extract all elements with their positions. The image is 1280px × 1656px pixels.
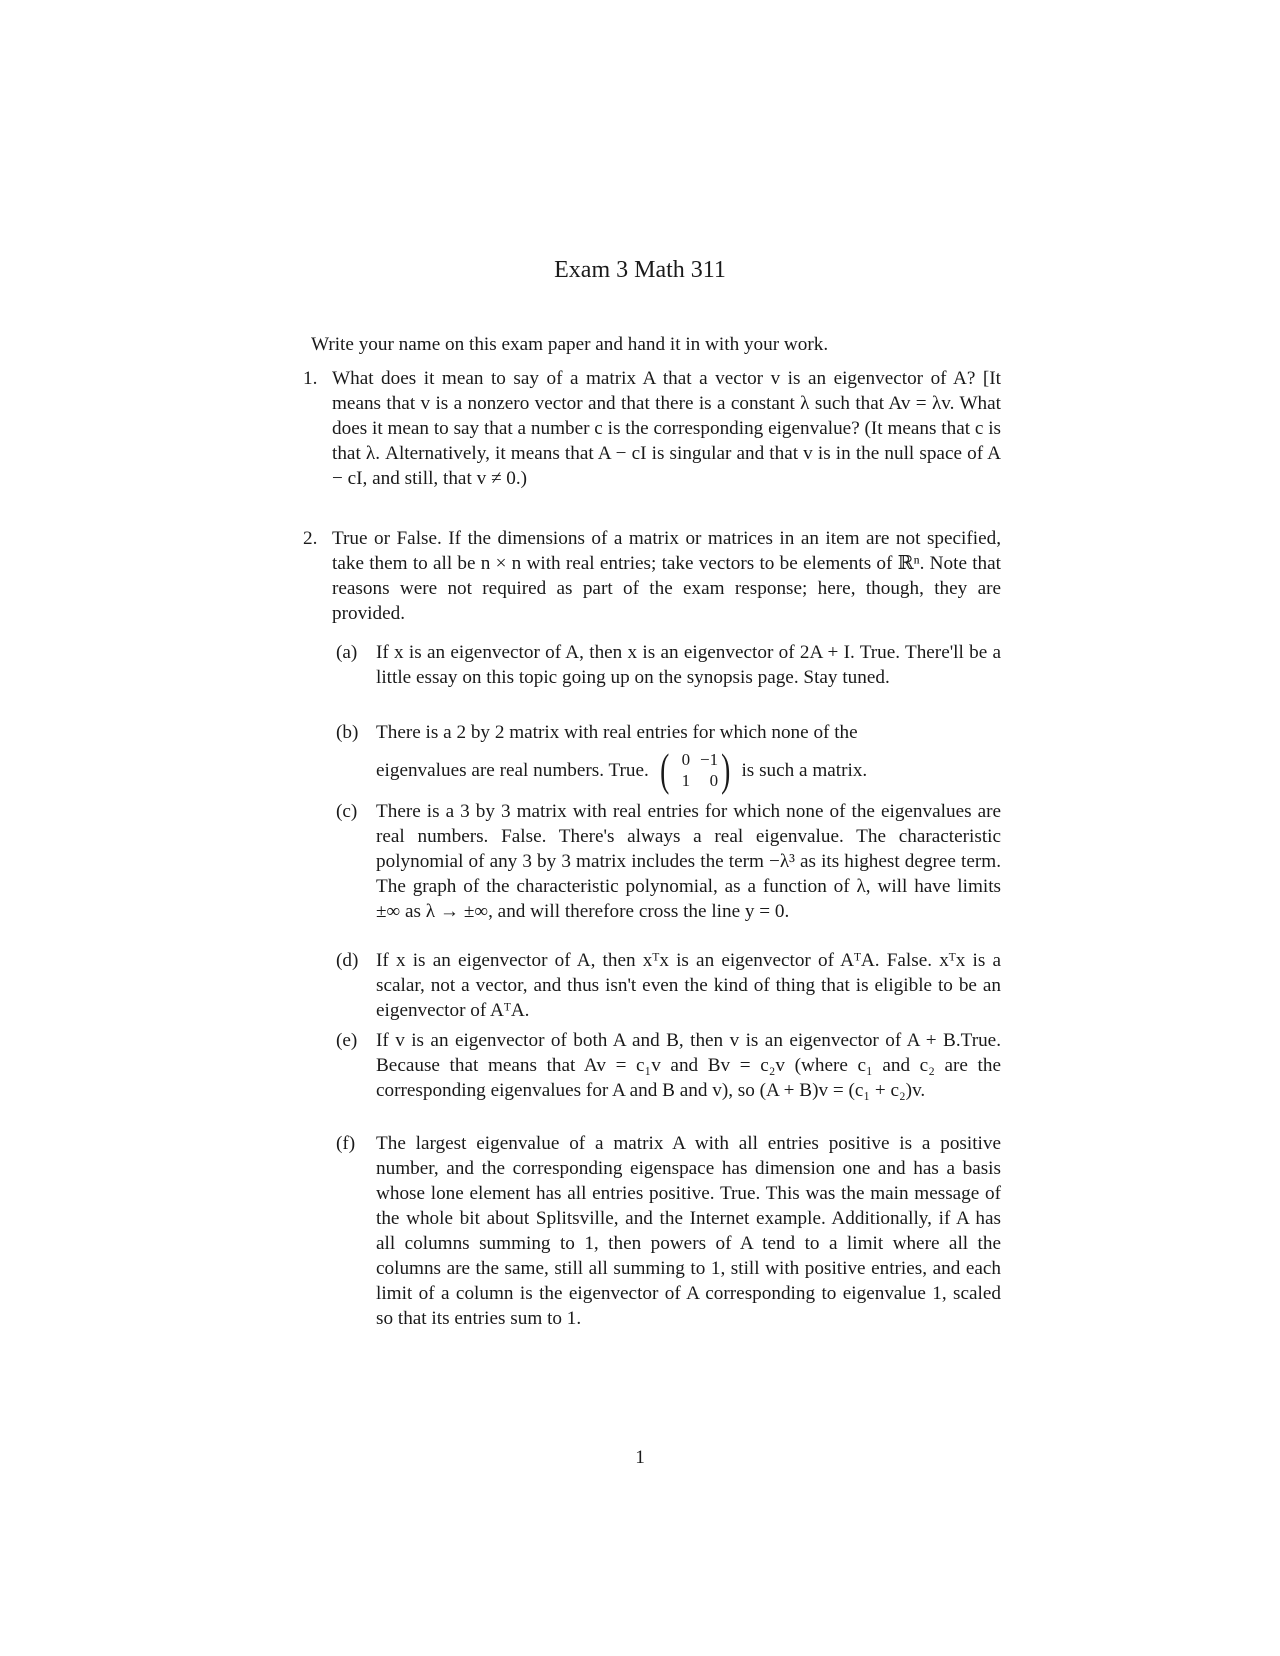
part-text: The largest eigenvalue of a matrix A with all entries positive is a positive number, and the corresponding eigenspace has dimension one and has a basis whose lone element has all entries positive. True. This was the main message of the whole bit about Splitsville, and the Internet example. Additionally, if A has all columns summing to 1, then powers of A tend to a limit where all the columns are the same, still all summing to 1, still with positive entries, and each limit of a column is the eigenvector of A corresponding to eigenvalue 1, scaled so that its entries sum to 1.	[376, 1133, 1001, 1329]
part-label: (b)	[336, 722, 359, 743]
part-d	[336, 948, 1001, 1023]
part-text: If x is an eigenvector of A, then xᵀx is an eigenvector of AᵀA. False. xᵀx is a scalar, not a vector, and thus isn't even the kind of thing that is eligible to be an eigenvector of AᵀA.	[376, 950, 1001, 1021]
part-b-text-before-matrix: eigenvalues are real numbers. True.	[376, 759, 649, 781]
question-1	[303, 366, 1001, 491]
part-b-line-2	[376, 744, 1001, 795]
part-text: There is a 3 by 3 matrix with real entries for which none of the eigenvalues are real numbers. False. There's always a real eigenvalue. The characteristic polynomial of any 3 by 3 matrix includes the term −λ³ as its highest degree term. The graph of the characteristic polynomial, as a function of λ, will have limits ±∞ as λ → ±∞, and will therefore cross the line y = 0.	[376, 801, 1001, 922]
example-matrix	[657, 744, 734, 795]
instructions: Write your name on this exam paper and hand it in with your work.	[311, 334, 829, 355]
right-paren: )	[721, 744, 731, 795]
part-label: (c)	[336, 801, 358, 822]
left-paren: (	[659, 744, 670, 795]
part-text: If v is an eigenvector of both A and B, then v is an eigenvector of A + B.True. Because that means that Av = c₁v and Bv = c₂v (where c₁ and c₂ are the corresponding eigenvalues for A and B and v), so (A + B)v = (c₁ + c₂)v.	[376, 1030, 1001, 1101]
part-label: (d)	[336, 950, 359, 971]
matrix-cells	[672, 749, 718, 791]
question-number: 1.	[303, 368, 318, 389]
matrix-cell: 0	[681, 750, 691, 769]
part-b-text-after-matrix: is such a matrix.	[741, 759, 868, 781]
question-2	[303, 526, 1001, 626]
part-b-line-1: There is a 2 by 2 matrix with real entries for which none of the	[376, 722, 858, 743]
question-number: 2.	[303, 528, 318, 549]
part-c	[336, 799, 1001, 924]
part-label: (a)	[336, 642, 358, 663]
question-text: What does it mean to say of a matrix A that a vector v is an eigenvector of A? [It means that v is a nonzero vector and that there is a constant λ such that Av = λv. What does it mean to say that a number c is the corresponding eigenvalue? (It means that c is that λ. Alternatively, it means that A − cI is singular and that v is in the null space of A − cI, and still, that v ≠ 0.)	[332, 368, 1001, 489]
part-b	[336, 720, 1001, 793]
page-title: Exam 3 Math 311	[554, 257, 726, 283]
part-label: (e)	[336, 1030, 358, 1051]
matrix-cell: −1	[700, 750, 719, 769]
question-text: True or False. If the dimensions of a matrix or matrices in an item are not specified, take them to all be n × n with real entries; take vectors to be elements of ℝⁿ. Note that reasons were not required as part of the exam response; here, though, they are provided.	[332, 528, 1001, 624]
matrix-cell: 1	[681, 771, 691, 790]
part-f	[336, 1131, 1001, 1331]
part-text: If x is an eigenvector of A, then x is an eigenvector of 2A + I. True. There'll be a little essay on this topic going up on the synopsis page. Stay tuned.	[376, 642, 1001, 688]
page-number: 1	[635, 1447, 645, 1468]
part-label: (f)	[336, 1133, 356, 1154]
part-a	[336, 640, 1001, 690]
matrix-cell: 0	[709, 771, 719, 790]
part-text	[376, 720, 1001, 793]
part-e	[336, 1028, 1001, 1103]
